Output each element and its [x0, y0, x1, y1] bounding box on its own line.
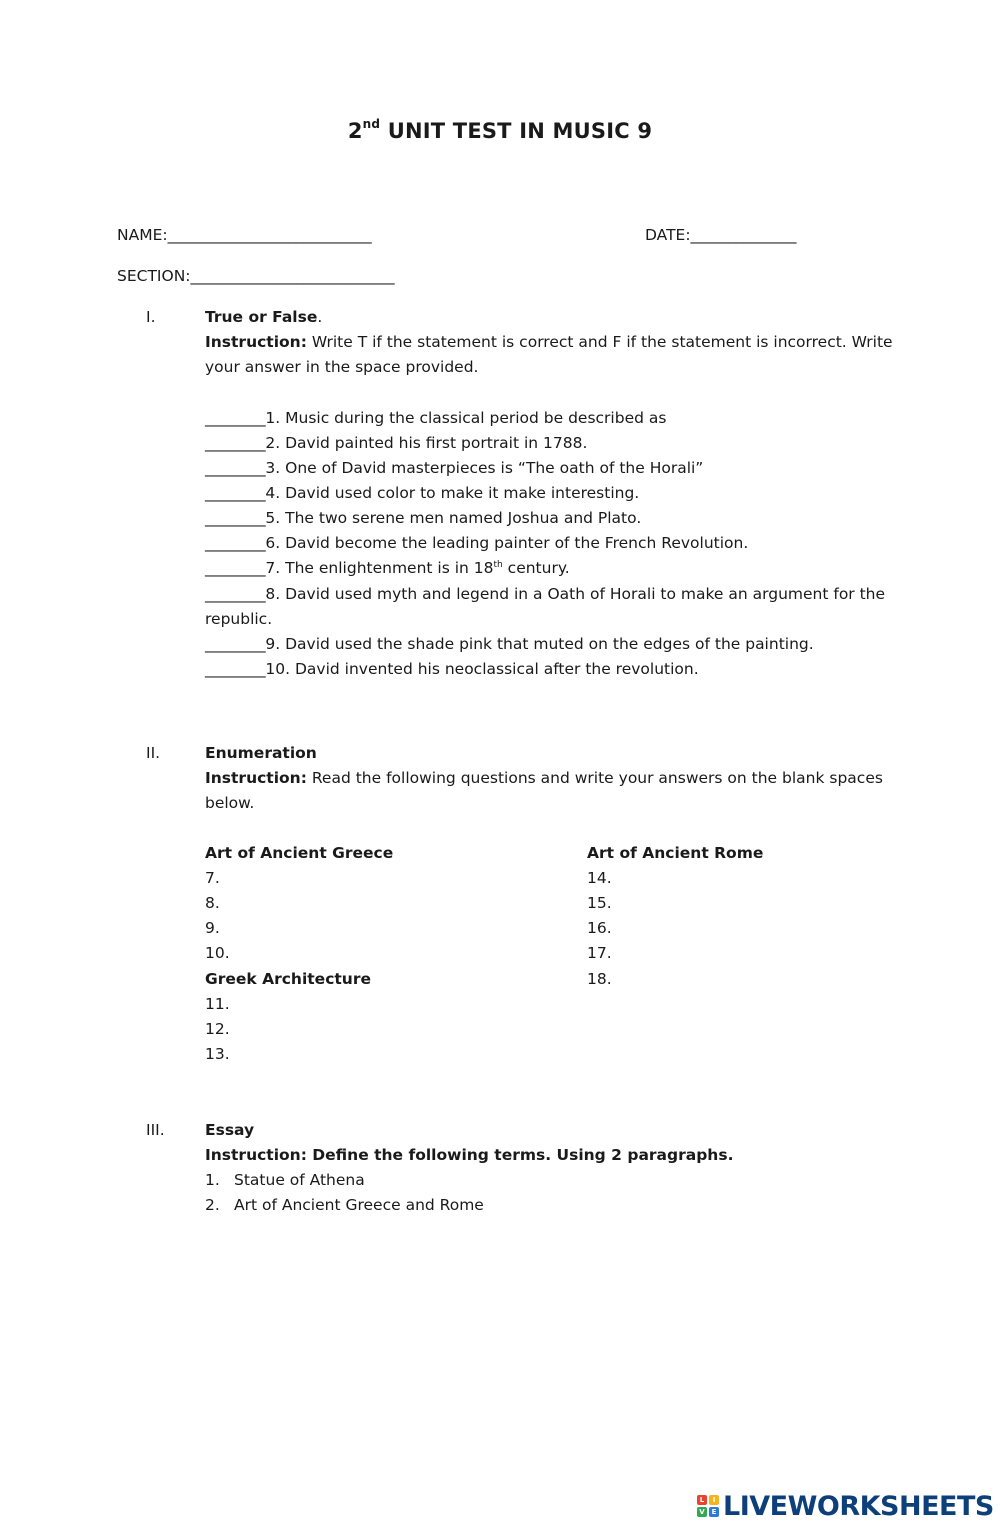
col1-heading2: Greek Architecture [205, 970, 371, 988]
part2-numeral: II. [146, 744, 161, 762]
part2-heading: Enumeration [205, 744, 317, 762]
list-item: ________5. The two serene men named Joshua and Plato. [205, 509, 642, 527]
answer-blank[interactable]: ________ [205, 434, 266, 452]
list-item[interactable]: 10. [205, 944, 230, 962]
section-label: SECTION: [117, 267, 191, 285]
part1-numeral: I. [146, 308, 156, 326]
list-item: ________1. Music during the classical period be described as [205, 409, 667, 427]
list-item: ________6. David become the leading painter of the French Revolution. [205, 534, 749, 552]
list-item[interactable]: 9. [205, 919, 220, 937]
name-field[interactable] [117, 226, 371, 244]
part2-instruction: Instruction: Read the following questions and write your answers on the blank spaces [205, 769, 883, 787]
answer-blank[interactable]: ________ [205, 559, 266, 577]
list-item[interactable]: 12. [205, 1020, 230, 1038]
list-item[interactable]: 15. [587, 894, 612, 912]
part3-numeral: III. [146, 1121, 165, 1139]
part3-heading: Essay [205, 1121, 255, 1139]
answer-blank[interactable]: ________ [205, 484, 266, 502]
date-label: DATE: [645, 226, 691, 244]
list-item: ________10. David invented his neoclassical after the revolution. [205, 660, 699, 678]
part3-instruction: Instruction: Define the following terms. Using 2 paragraphs. [205, 1146, 734, 1164]
list-item: ________7. The enlightenment is in 18th century. [205, 559, 570, 577]
name-label: NAME: [117, 226, 168, 244]
part1-heading: True or False. [205, 308, 323, 326]
list-item[interactable]: 16. [587, 919, 612, 937]
list-item: ________4. David used color to make it make interesting. [205, 484, 640, 502]
list-item: ________2. David painted his first portrait in 1788. [205, 434, 588, 452]
answer-blank[interactable]: ________ [205, 534, 266, 552]
answer-blank[interactable]: ________ [205, 459, 266, 477]
part1-instruction-line2: your answer in the space provided. [205, 358, 479, 376]
part1-instruction: Instruction: Write T if the statement is correct and F if the statement is incorrect. Write [205, 333, 893, 351]
page-title: 2nd UNIT TEST IN MUSIC 9 [347, 117, 653, 143]
list-item-text: Statue of Athena [234, 1171, 365, 1189]
answer-blank[interactable]: ________ [205, 409, 266, 427]
list-item: 2. [205, 1196, 220, 1214]
list-item[interactable]: 18. [587, 970, 612, 988]
answer-blank[interactable]: ________ [205, 635, 266, 653]
section-field[interactable] [117, 267, 394, 285]
answer-blank[interactable]: ________ [205, 585, 266, 603]
section-blank[interactable]: ___________________________ [190, 267, 395, 285]
logo-badge-cell: L [697, 1495, 707, 1505]
name-blank[interactable]: ___________________________ [167, 226, 372, 244]
logo-badge-cell: E [709, 1507, 719, 1517]
col2-heading: Art of Ancient Rome [587, 844, 764, 862]
part2-instruction-line2: below. [205, 794, 255, 812]
list-item[interactable]: 11. [205, 995, 230, 1013]
list-item: ________9. David used the shade pink that muted on the edges of the painting. [205, 635, 814, 653]
list-item: 1. [205, 1171, 220, 1189]
list-item: ________3. One of David masterpieces is “The oath of the Horali” [205, 459, 704, 477]
list-item[interactable]: 13. [205, 1045, 230, 1063]
list-item-text: Art of Ancient Greece and Rome [234, 1196, 484, 1214]
answer-blank[interactable]: ________ [205, 660, 266, 678]
logo-badge-icon [697, 1495, 719, 1517]
answer-blank[interactable]: ________ [205, 509, 266, 527]
liveworksheets-logo[interactable] [697, 1490, 994, 1522]
list-item[interactable]: 17. [587, 944, 612, 962]
logo-badge-cell: V [697, 1507, 707, 1517]
list-item[interactable]: 14. [587, 869, 612, 887]
list-item[interactable]: 7. [205, 869, 220, 887]
date-blank[interactable]: ______________ [690, 226, 797, 244]
list-item: ________8. David used myth and legend in a Oath of Horali to make an argument for the [205, 585, 886, 603]
list-item[interactable]: 8. [205, 894, 220, 912]
logo-badge-cell: I [709, 1495, 719, 1505]
list-item-continuation: republic. [205, 610, 273, 628]
logo-text: LIVEWORKSHEETS [723, 1490, 994, 1522]
date-field[interactable] [645, 226, 796, 244]
col1-heading: Art of Ancient Greece [205, 844, 394, 862]
